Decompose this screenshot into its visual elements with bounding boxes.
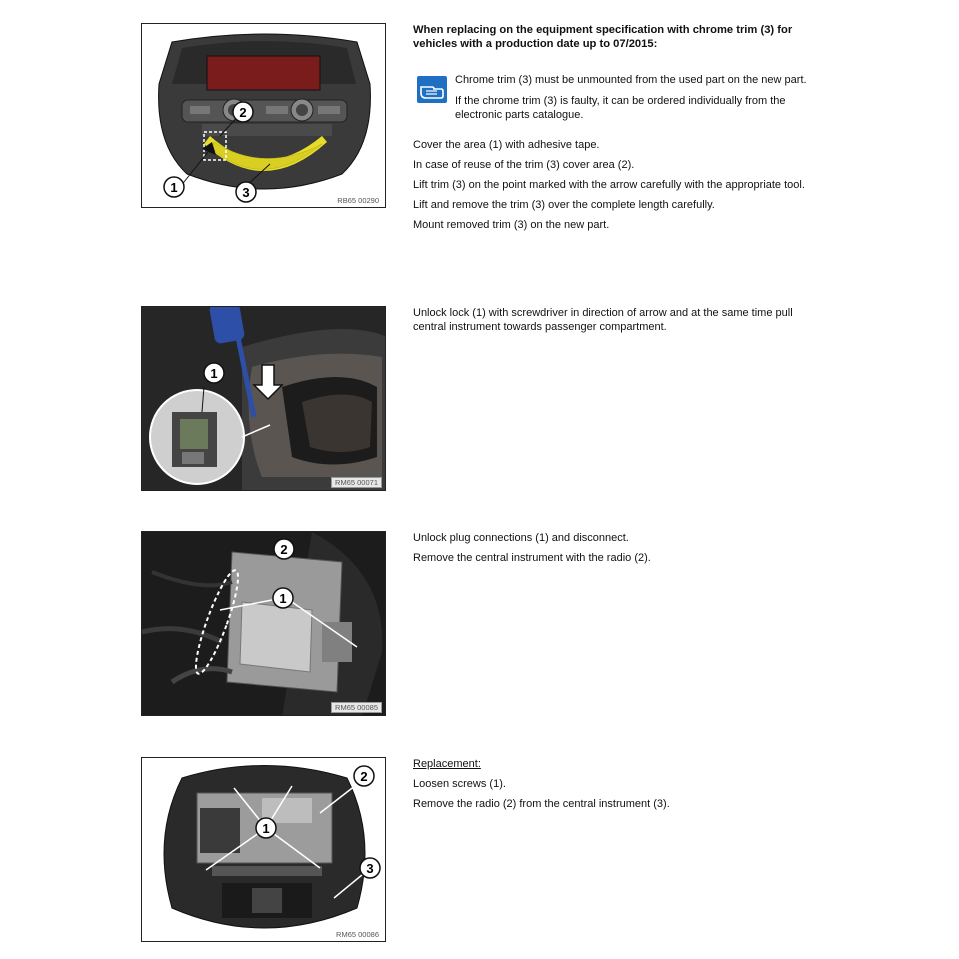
step-text: Lift trim (3) on the point marked with the arrow carefully with the appropriate tool. <box>413 179 805 191</box>
step-text: Unlock lock (1) with screwdriver in direction of arrow and at the same time pull central instrument towards passenger compartment. <box>413 307 793 333</box>
callout-3 <box>360 858 380 878</box>
figure-plug-connections <box>141 531 386 716</box>
svg-text:2: 2 <box>280 542 288 557</box>
svg-text:3: 3 <box>366 861 374 876</box>
step-text: Mount removed trim (3) on the new part. <box>413 219 610 231</box>
svg-text:1: 1 <box>170 180 178 195</box>
callout-1 <box>273 588 293 608</box>
note-text: If the chrome trim (3) is faulty, it can be ordered individually from the electronic parts catalogue. <box>455 95 786 121</box>
figure-id: RM65 00086 <box>333 930 382 939</box>
callout-2 <box>354 766 374 786</box>
section-3-text <box>413 531 823 571</box>
section-heading: When replacing on the equipment specification with chrome trim (3) for vehicles with a production date up to 07/2015: <box>413 24 793 50</box>
figure-id: RB65 00290 <box>334 196 382 205</box>
step-text: Cover the area (1) with adhesive tape. <box>413 139 600 151</box>
section-4-text <box>413 757 823 817</box>
central-instrument-rear-photo <box>142 758 386 942</box>
radio-front-panel-illustration <box>142 24 386 208</box>
step-text: Loosen screws (1). <box>413 778 506 790</box>
callout-1 <box>164 177 184 197</box>
section-2-text <box>413 306 823 340</box>
svg-text:1: 1 <box>262 821 270 836</box>
callout-1 <box>204 363 224 383</box>
figure-unlock-lock <box>141 306 386 491</box>
section-1-text <box>413 23 823 238</box>
svg-text:2: 2 <box>239 105 247 120</box>
note-block <box>413 73 823 122</box>
figure-id: RM65 00085 <box>331 702 382 713</box>
radio-connectors-photo <box>142 532 386 716</box>
svg-text:2: 2 <box>360 769 368 784</box>
figure-radio-replacement <box>141 757 386 942</box>
callout-2 <box>274 539 294 559</box>
callout-1 <box>256 818 276 838</box>
step-text: Lift and remove the trim (3) over the complete length carefully. <box>413 199 715 211</box>
figure-id: RM65 00071 <box>331 477 382 488</box>
dashboard-lock-photo <box>142 307 386 491</box>
svg-text:3: 3 <box>242 185 250 200</box>
svg-text:1: 1 <box>210 366 218 381</box>
step-text: Remove the central instrument with the radio (2). <box>413 552 651 564</box>
note-text: Chrome trim (3) must be unmounted from the used part on the new part. <box>455 74 807 86</box>
step-text: In case of reuse of the trim (3) cover area (2). <box>413 159 635 171</box>
callout-3 <box>236 182 256 202</box>
hand-pointer-icon <box>417 76 447 103</box>
figure-trim-removal <box>141 23 386 208</box>
callout-2 <box>233 102 253 122</box>
step-text: Unlock plug connections (1) and disconnect. <box>413 532 629 544</box>
section-heading: Replacement: <box>413 758 481 770</box>
step-text: Remove the radio (2) from the central instrument (3). <box>413 798 670 810</box>
svg-text:1: 1 <box>279 591 287 606</box>
